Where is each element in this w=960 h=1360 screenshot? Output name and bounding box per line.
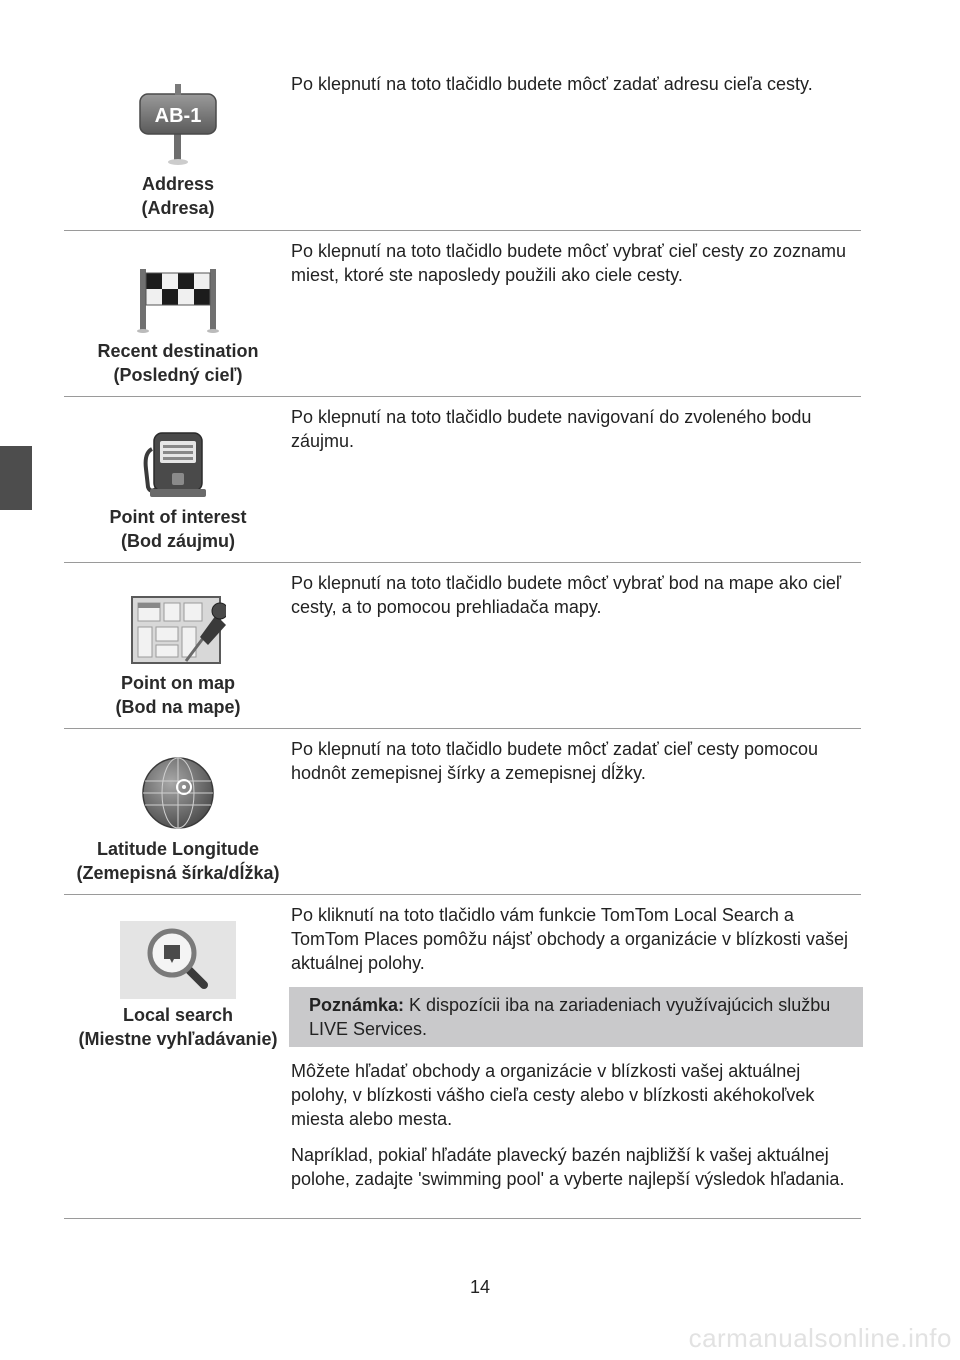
globe-icon xyxy=(140,755,216,831)
label-point-on-map: Point on map (Bod na mape) xyxy=(115,673,241,717)
note-text: K dispozícii iba na zariadeniach využívajúcich službu LIVE Services. xyxy=(309,995,831,1039)
label-point-of-interest: Point of interest (Bod záujmu) xyxy=(109,507,247,551)
desc-point-on-map: Po klepnutí na toto tlačidlo budete môcť vybrať bod na mape ako cieľ cesty, a to pomocou prehliadača mapy. xyxy=(291,573,842,617)
menu-item-table xyxy=(64,64,861,1219)
desc-local-search: Po kliknutí na toto tlačidlo vám funkcie TomTom Local Search a TomTom Places pomôžu nájsť obchody a organizácie v blízkosti vašej aktuálnej polohy. Poznámka: K dispozícii iba na zariadeniach využívajúcich službu LIVE Services. Môžete hľadať obchody a organizácie v blízkosti vašej aktuálnej polohy, v blízkosti vášho cieľa cesty alebo v blízkosti akéhokoľvek miesta alebo mesta. Napríklad, pokiaľ hľadáte plavecký bazén najbližší k vašej aktuálnej polohe, zadajte 'swimming pool' a vyberte najlepší výsledok hľadania. xyxy=(291,903,861,1203)
desc-address: Po klepnutí na toto tlačidlo budete môcť zadať adresu cieľa cesty. xyxy=(291,74,813,94)
checkered-flag-icon xyxy=(136,265,220,335)
row-local-search xyxy=(64,895,861,1219)
row-point-on-map xyxy=(64,563,861,729)
map-pin-icon xyxy=(130,591,226,667)
page-number: 14 xyxy=(469,1277,491,1297)
label-address: Address (Adresa) xyxy=(141,174,215,218)
label-latitude-longitude: Latitude Longitude (Zemepisná šírka/dĺžka) xyxy=(76,839,280,883)
address-sign-icon xyxy=(138,82,218,166)
note-label: Poznámka: xyxy=(309,995,405,1015)
watermark: carmanualsonline.info xyxy=(688,1323,952,1353)
row-recent-destination xyxy=(64,231,861,397)
row-latitude-longitude xyxy=(64,729,861,895)
address-sign-text: AB-1 xyxy=(154,105,202,127)
note-box xyxy=(289,987,863,1047)
desc-latitude-longitude: Po klepnutí na toto tlačidlo budete môcť zadať cieľ cesty pomocou hodnôt zemepisnej šírky a zemepisnej dĺžky. xyxy=(291,739,819,783)
desc-recent-destination: Po klepnutí na toto tlačidlo budete môcť vybrať cieľ cesty zo zoznamu miest, ktoré ste naposledy použili ako ciele cesty. xyxy=(291,241,847,285)
label-local-search: Local search (Miestne vyhľadávanie) xyxy=(78,1005,278,1049)
fuel-pump-icon xyxy=(142,429,214,499)
row-address xyxy=(64,64,861,231)
desc-point-of-interest: Po klepnutí na toto tlačidlo budete navigovaní do zvoleného bodu záujmu. xyxy=(291,407,812,451)
row-point-of-interest xyxy=(64,397,861,563)
magnifier-icon xyxy=(120,921,236,999)
chapter-tab xyxy=(0,446,32,510)
label-recent-destination: Recent destination (Posledný cieľ) xyxy=(97,341,259,385)
